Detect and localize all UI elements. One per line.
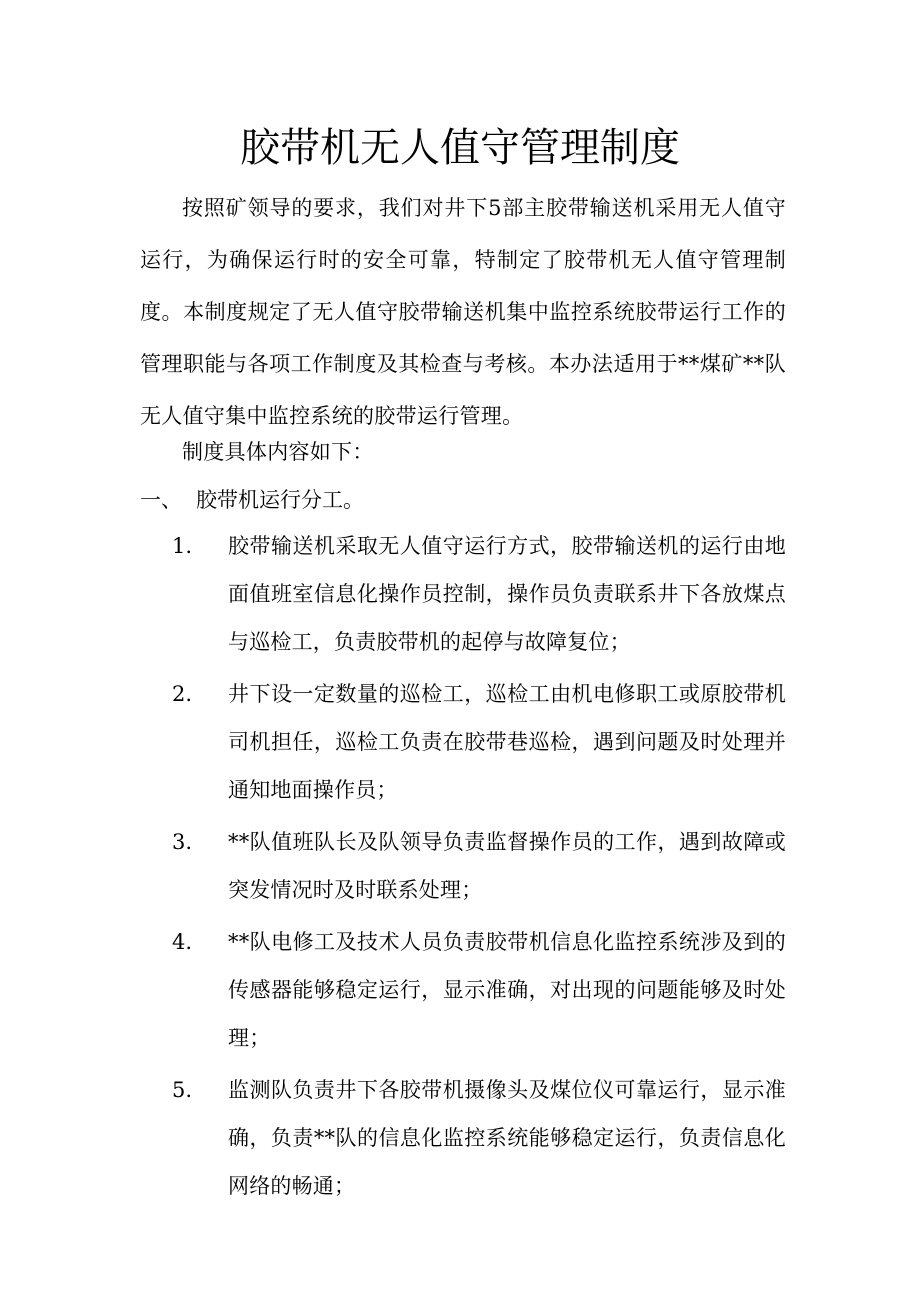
list-item-text: 监测队负责井下各胶带机摄像头及煤位仪可靠运行，显示准确，负责**队的信息化监控系统能够稳定运行，负责信息化网络的畅通； (228, 1078, 786, 1198)
list-item-number: 1. (172, 534, 193, 558)
list-item-text: 井下设一定数量的巡检工，巡检工由机电修职工或原胶带机司机担任，巡检工负责在胶带巷巡检，遇到问题及时处理并通知地面操作员； (228, 682, 786, 802)
list-item-text: **队值班队长及队领导负责监督操作员的工作，遇到故障或突发情况时及时联系处理； (228, 830, 786, 902)
section-number: 一、 (140, 488, 182, 512)
intro-paragraph: 按照矿领导的要求，我们对井下5部主胶带输送机采用无人值守运行，为确保运行时的安全可靠，特制定了胶带机无人值守管理制度。本制度规定了无人值守胶带输送机集中监控系统胶带运行工作的管理职能与各项工作制度及其检查与考核。本办法适用于**煤矿**队无人值守集中监控系统的胶带运行管理。 (140, 196, 786, 428)
list-item (0, 818, 920, 914)
list-item (0, 918, 920, 1062)
section-heading (140, 474, 364, 526)
list-item-number: 2. (172, 682, 193, 706)
document-title: 胶带机无人值守管理制度 (240, 125, 680, 171)
list-item-number: 5. (172, 1078, 193, 1102)
list-item-text: **队电修工及技术人员负责胶带机信息化监控系统涉及到的传感器能够稳定运行，显示准确，对出现的问题能够及时处理； (228, 930, 786, 1050)
list-item (0, 1066, 920, 1210)
list-item-text: 胶带输送机采取无人值守运行方式，胶带输送机的运行由地面值班室信息化操作员控制，操作员负责联系井下各放煤点与巡检工，负责胶带机的起停与故障复位； (228, 534, 786, 654)
duty-list (0, 522, 920, 1214)
list-item-number: 4. (172, 930, 193, 954)
list-item (0, 522, 920, 666)
contents-intro: 制度具体内容如下： (182, 440, 374, 464)
section-title: 胶带机运行分工。 (196, 488, 364, 512)
list-item (0, 670, 920, 814)
list-item-number: 3. (172, 830, 193, 854)
